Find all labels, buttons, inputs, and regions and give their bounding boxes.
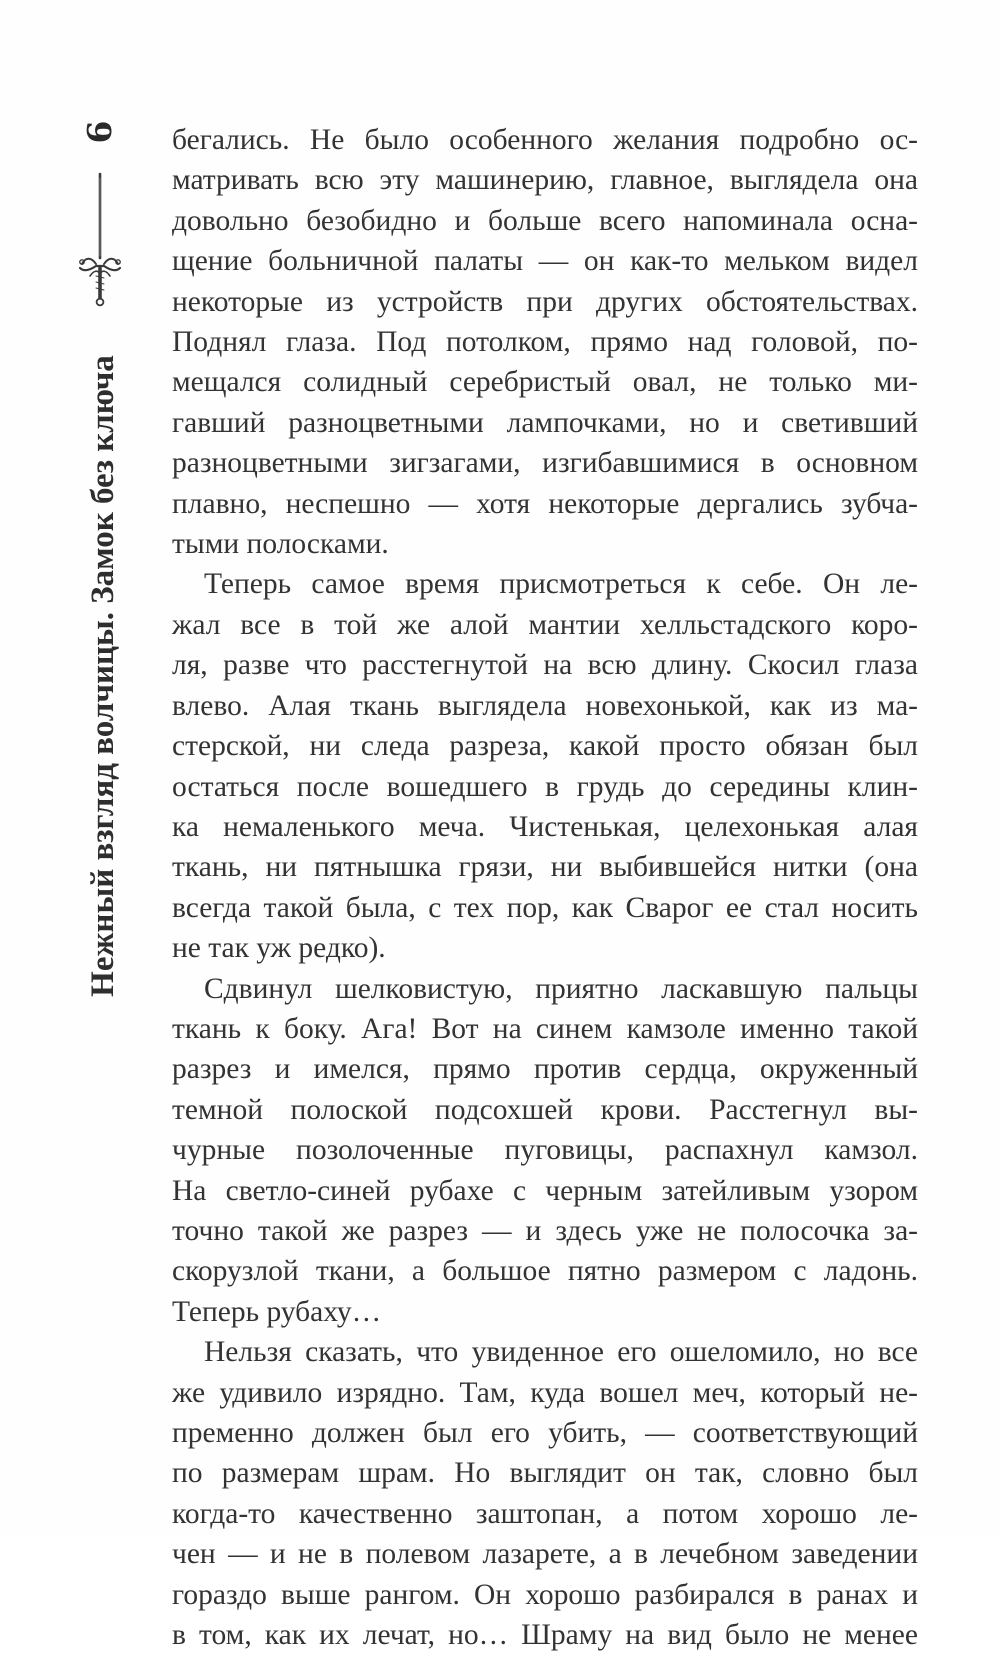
text-line: плавно, неспешно — хотя некоторые дергались зубча- — [172, 487, 918, 520]
text-line: в том, как их лечат, но… Шраму на вид было не менее — [172, 1619, 918, 1652]
text-line: мещался солидный серебристый овал, не только ми- — [172, 366, 918, 399]
text-line: Теперь рубаху… — [172, 1295, 382, 1328]
text-line: разноцветными зигзагами, изгибавшимися в основном — [172, 447, 918, 480]
text-line: разрез и имелся, прямо против сердца, окруженный — [172, 1053, 918, 1086]
running-title: Нежный взгляд волчицы. Замок без ключа — [85, 355, 121, 997]
text-line: матривать всю эту машинерию, главное, выглядела она — [172, 164, 918, 197]
text-line: всегда такой была, с тех пор, как Сварог ее стал носить — [172, 891, 918, 924]
body-text — [172, 120, 918, 1655]
text-line: довольно безобидно и больше всего напоминала осна- — [172, 204, 918, 237]
text-line: чурные позолоченные пуговицы, распахнул камзол. — [172, 1134, 918, 1167]
text-line: стерской, ни следа разреза, какой просто обязан был — [172, 730, 918, 763]
text-line: когда-то качественно заштопан, а потом хорошо ле- — [172, 1497, 918, 1530]
paragraph-2 — [172, 564, 918, 968]
text-line: чен — и не в полевом лазарете, а в лечебном заведении — [172, 1538, 918, 1571]
paragraph-1 — [172, 120, 918, 564]
text-line: некоторые из устройств при других обстоятельствах. — [172, 285, 918, 318]
text-line: точно такой же разрез — и здесь уже не полосочка за- — [172, 1214, 918, 1247]
text-line: бегались. Не было особенного желания подробно ос- — [172, 124, 918, 156]
text-line: жал все в той же алой мантии хелльстадского коро- — [172, 608, 918, 641]
text-line: ткань к боку. Ага! Вот на синем камзоле именно такой — [172, 1012, 918, 1045]
sword-ornament-icon — [76, 172, 124, 308]
text-line: Поднял глаза. Под потолком, прямо над головой, по- — [172, 326, 918, 359]
text-line: тыми полосками. — [172, 528, 389, 561]
text-line: ткань, ни пятнышка грязи, ни выбившейся нитки (она — [172, 851, 918, 884]
text-line: щение больничной палаты — он как-то мельком видел — [172, 245, 918, 278]
text-line: ля, разве что расстегнутой на всю длину. Скосил глаза — [172, 649, 918, 682]
paragraph-4 — [172, 1332, 918, 1655]
text-line: Сдвинул шелковистую, приятно ласкавшую пальцы — [204, 972, 918, 1005]
text-line: же удивило изрядно. Там, куда вошел меч, который не- — [172, 1376, 918, 1409]
paragraph-3 — [172, 969, 918, 1333]
text-line: пременно должен был его убить, — соответствующий — [172, 1417, 918, 1449]
text-line: ка немаленького меча. Чистенькая, целехонькая алая — [172, 810, 918, 843]
text-line: не так уж редко). — [172, 932, 386, 965]
text-line: гавший разноцветными лампочками, но и светивший — [172, 406, 918, 439]
page-number: 6 — [80, 120, 119, 144]
text-line: скорузлой ткани, а большое пятно размером с ладонь. — [172, 1255, 918, 1288]
text-line: по размерам шрам. Но выглядит он так, словно был — [172, 1457, 918, 1490]
text-line: Теперь самое время присмотреться к себе. Он ле- — [204, 568, 918, 601]
text-line: Нельзя сказать, что увиденное его ошеломило, но все — [204, 1336, 918, 1369]
text-line: остаться после вошедшего в грудь до середины клин- — [172, 770, 918, 803]
text-line: влево. Алая ткань выглядела новехонькой, как из ма- — [172, 689, 918, 722]
text-line: темной полоской подсохшей крови. Расстегнул вы- — [172, 1093, 918, 1126]
text-line: гораздо выше рангом. Он хорошо разбирался в ранах и — [172, 1578, 918, 1611]
text-line: На светло-синей рубахе с черным затейливым узором — [172, 1174, 918, 1207]
